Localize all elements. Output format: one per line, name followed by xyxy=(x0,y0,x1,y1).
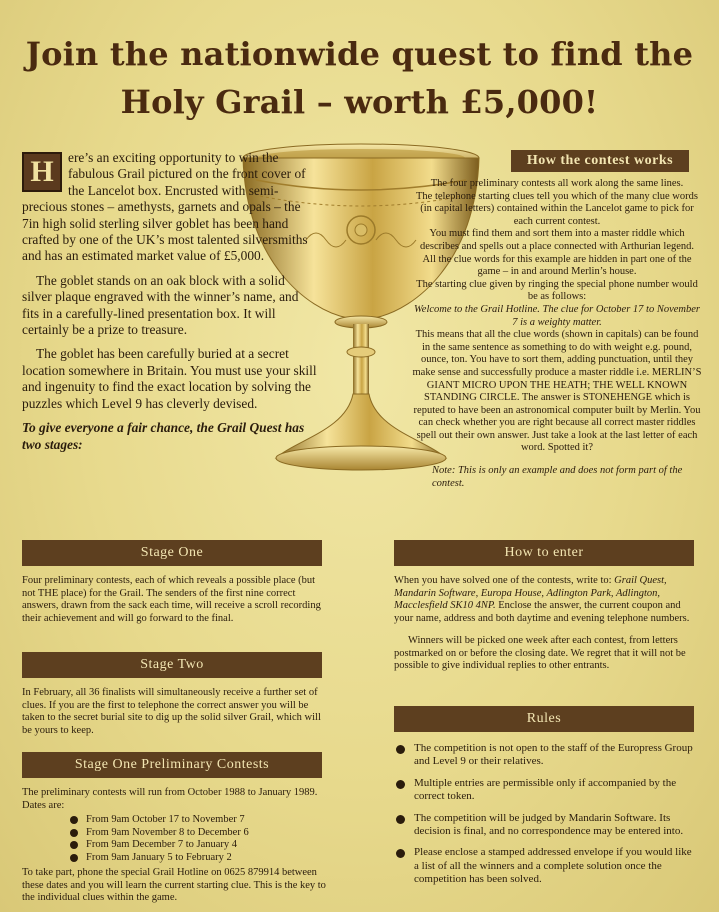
drop-cap: H xyxy=(22,152,62,192)
page-title xyxy=(0,30,719,126)
preliminary-date-list xyxy=(22,814,327,864)
date-item: From 9am November 8 to December 6 xyxy=(70,827,327,840)
headline-line-2: Holy Grail – worth £5,000! xyxy=(120,83,599,121)
rules-header: Rules xyxy=(394,706,694,732)
date-item: From 9am January 5 to February 2 xyxy=(70,852,327,865)
stage-two-header: Stage Two xyxy=(22,652,322,678)
how-p6: Welcome to the Grail Hotline. The clue for October 17 to November 7 is a weighty matter. xyxy=(414,303,700,328)
rule-item: Multiple entries are permissible only if accompanied by the correct token. xyxy=(394,777,699,804)
rules-panel xyxy=(394,742,699,895)
how-note: Note: This is only an example and does not form part of the contest. xyxy=(432,465,683,489)
entry-address: Grail Quest, Mandarin Software, Europa House, Adlington Park, Adlington, Macclesfield SK10 4NP. xyxy=(394,575,667,611)
rule-item: The competition will be judged by Mandarin Software. Its decision is final, and no correspondence may be entered into. xyxy=(394,812,699,839)
preliminary-header: Stage One Preliminary Contests xyxy=(22,752,322,778)
how-to-enter-header: How to enter xyxy=(394,540,694,566)
stage-one-text xyxy=(22,575,327,625)
intro-p1-text: ere’s an exciting opportunity to win the fabulous Grail pictured on the front cover of the Lancelot box. Encrusted with semi-precious stones – amethysts, garnets and opals – the 7in high solid sterling silver goblet has been hand crafted by one of the UK’s most talented silversmiths and has an estimated market value of £5,000. xyxy=(22,150,308,264)
headline-line-1: Join the nationwide quest to find the xyxy=(25,35,694,73)
how-to-enter-lead: When you have solved one of the contests, write to: xyxy=(394,575,615,586)
stage-one-header: Stage One xyxy=(22,540,322,566)
date-item: From 9am October 17 to November 7 xyxy=(70,814,327,827)
intro-paragraph-2: The goblet stands on an oak block with a solid silver plaque engraved with the winner’s name, and fits in a carefully-lined presentation box. It will certainly be a prize to treasure. xyxy=(22,272,299,338)
how-to-enter-p2: Winners will be picked one week after each contest, from letters postmarked on or before the closing date. We regret that it will not be possible to give individual replies to other entrants. xyxy=(394,635,686,671)
stage-two-text xyxy=(22,687,327,737)
stage-two-paragraph: In February, all 36 finalists will simultaneously receive a further set of clues. If you are the first to telephone the correct answer you will be taken to the secret burial site to dig up the solid silver Grail, which will be yours to keep. xyxy=(22,687,321,736)
rules-list xyxy=(394,742,699,887)
how-p4: All the clue words for this example are hidden in part one of the game – in and around Merlin’s house. xyxy=(422,253,692,278)
rule-item: Please enclose a stamped addressed envelope if you would like a list of all the winners and a complete solution once the competition has been solved. xyxy=(394,846,699,886)
preliminary-text xyxy=(22,787,327,905)
how-to-enter-p1 xyxy=(394,575,694,625)
intro-paragraph-1 xyxy=(22,150,317,265)
how-p5: The starting clue given by ringing the special phone number would be as follows: xyxy=(416,278,698,303)
date-item: From 9am December 7 to January 4 xyxy=(70,839,327,852)
intro-paragraph-3: The goblet has been carefully buried at a secret location somewhere in Britain. You must use your skill and ingenuity to find the exact location by solving the puzzles which Level 9 has cleverly devised. xyxy=(22,346,317,411)
stage-one-paragraph: Four preliminary contests, each of which reveals a possible place (but not THE place) for the Grail. The senders of the first nine correct answers, drawn from the sack each time, will receive a scroll recording their achievement and will go forward to the final. xyxy=(22,575,321,624)
how-to-enter-text xyxy=(394,575,694,673)
how-p1: The four preliminary contests all work along the same lines. xyxy=(430,178,684,189)
intro-paragraph-4: To give everyone a fair chance, the Grail Quest has two stages: xyxy=(22,420,305,452)
how-to-enter-tail: Enclose the answer, the current coupon and your name, address and both daytime and evening telephone numbers. xyxy=(394,600,690,624)
how-p2: The telephone starting clues tell you which of the many clue words (in capital letters) contained within the Lancelot game to pick for each current contest. xyxy=(416,190,698,227)
intro-text xyxy=(22,150,317,461)
rule-item: The competition is not open to the staff of the Europress Group and Level 9 or their relatives. xyxy=(394,742,699,769)
preliminary-outro: To take part, phone the special Grail Hotline on 0625 879914 between these dates and you will learn the current starting clue. This is the key to the individual clues within the game. xyxy=(22,867,326,903)
how-contest-works-header: How the contest works xyxy=(511,150,689,172)
how-p3: You must find them and sort them into a master riddle which describes and spells out a place connected with Arthurian legend. xyxy=(419,228,695,252)
how-contest-works-text xyxy=(412,178,702,490)
preliminary-intro: The preliminary contests will run from October 1988 to January 1989. Dates are: xyxy=(22,787,318,811)
how-p7: This means that all the clue words (shown in capitals) can be found in the same sentence as something to do with weight e.g. pound, ounce, ton. You have to sort them, adding punctuation, until they make sense and successfully produce a master riddle i.e. MERLIN’S GIANT MICRO UPON THE HEATH; THE WELL KNOWN STANDING CIRCLE. The answer is STONEHENGE which is reputed to have been an astronomical computer built by Merlin. You can check whether you are right because all correct master riddles spell out their own answer. Just take a look at the last letter of each word. Spotted it? xyxy=(412,329,702,454)
